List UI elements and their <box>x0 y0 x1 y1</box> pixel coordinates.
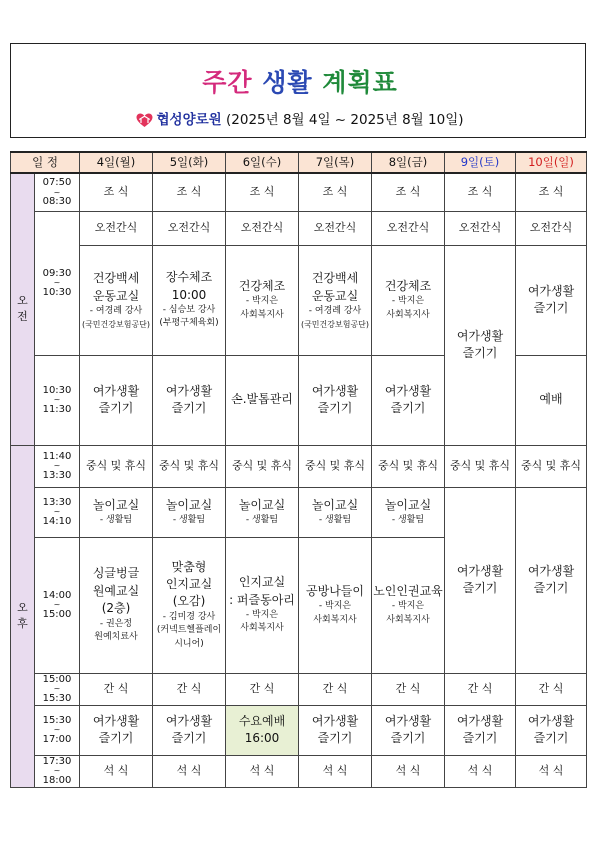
snack-pm-sat: 간 식 <box>445 673 516 705</box>
leisure-late-fri: 여가생활 즐기기 <box>372 355 445 445</box>
snack-pm-tue: 간 식 <box>153 673 226 705</box>
time-cell: 10:30 ~ 11:30 <box>35 355 80 445</box>
program-pm-wed: 인지교실 : 퍼즐동아리 - 박지은 사회복지사 <box>226 537 299 673</box>
dinner-fri: 석 식 <box>372 755 445 787</box>
program-pm-fri: 노인인권교육 - 박지은 사회복지사 <box>372 537 445 673</box>
leisure-late-mon: 여가생활 즐기기 <box>80 355 153 445</box>
program-am-mon: 건강백세 운동교실 - 여경례 강사 (국민건강보험공단) <box>80 245 153 355</box>
schedule-table <box>10 151 587 788</box>
row-dinner <box>11 755 587 787</box>
org-name: 협성양로원 <box>156 112 222 128</box>
row-morning-snack <box>11 211 587 245</box>
program-pm-tue: 맞춤형 인지교실 (오감) - 김미경 강사 (커넥트헬플레이 시니어) <box>153 537 226 673</box>
row-afternoon-leisure <box>11 705 587 755</box>
lunch-sat: 중식 및 휴식 <box>445 445 516 487</box>
day-header-tue: 5일(화) <box>153 152 226 173</box>
worship-wed: 수요예배 16:00 <box>226 705 299 755</box>
lunch-mon: 중식 및 휴식 <box>80 445 153 487</box>
lunch-fri: 중식 및 휴식 <box>372 445 445 487</box>
leisure-eve-thu: 여가생활 즐기기 <box>299 705 372 755</box>
breakfast-thu: 조 식 <box>299 173 372 211</box>
worship-sun: 예배 <box>516 355 587 445</box>
day-header-sat: 9일(토) <box>445 152 516 173</box>
snack-pm-thu: 간 식 <box>299 673 372 705</box>
breakfast-sat: 조 식 <box>445 173 516 211</box>
lunch-tue: 중식 및 휴식 <box>153 445 226 487</box>
day-header-wed: 6일(수) <box>226 152 299 173</box>
snack-pm-mon: 간 식 <box>80 673 153 705</box>
program-pm-thu: 공방나들이 - 박지은 사회복지사 <box>299 537 372 673</box>
leisure-late-tue: 여가생활 즐기기 <box>153 355 226 445</box>
breakfast-sun: 조 식 <box>516 173 587 211</box>
time-cell: 17:30 ~ 18:00 <box>35 755 80 787</box>
program-am-tue: 장수체조 10:00 - 심승보 강사 (부평구체육회) <box>153 245 226 355</box>
snack-am-fri: 오전간식 <box>372 211 445 245</box>
date-range: (2025년 8월 4일 ~ 2025년 8월 10일) <box>226 112 464 128</box>
leisure-eve-sat: 여가생활 즐기기 <box>445 705 516 755</box>
snack-pm-sun: 간 식 <box>516 673 587 705</box>
time-cell: 09:30 ~ 10:30 <box>35 211 80 355</box>
row-breakfast <box>11 173 587 211</box>
snack-am-sun: 오전간식 <box>516 211 587 245</box>
snack-am-tue: 오전간식 <box>153 211 226 245</box>
program-am-wed: 건강체조 - 박지은 사회복지사 <box>226 245 299 355</box>
time-cell: 14:00 ~ 15:00 <box>35 537 80 673</box>
time-cell: 11:40 ~ 13:30 <box>35 445 80 487</box>
breakfast-wed: 조 식 <box>226 173 299 211</box>
lunch-sun: 중식 및 휴식 <box>516 445 587 487</box>
leisure-eve-fri: 여가생활 즐기기 <box>372 705 445 755</box>
leisure-eve-tue: 여가생활 즐기기 <box>153 705 226 755</box>
program-pm-mon: 싱글벙글 원예교실 (2층) - 권은정 원예치료사 <box>80 537 153 673</box>
time-cell: 15:00 ~ 15:30 <box>35 673 80 705</box>
care-late-wed: 손.발톱관리 <box>226 355 299 445</box>
row-afternoon-snack <box>11 673 587 705</box>
day-header-thu: 7일(목) <box>299 152 372 173</box>
subtitle <box>0 108 600 128</box>
row-lunch <box>11 445 587 487</box>
title-word-1: 주간 <box>202 68 253 97</box>
title-word-3: 계획표 <box>322 68 398 97</box>
snack-pm-wed: 간 식 <box>226 673 299 705</box>
time-cell: 13:30 ~ 14:10 <box>35 487 80 537</box>
breakfast-fri: 조 식 <box>372 173 445 211</box>
breakfast-mon: 조 식 <box>80 173 153 211</box>
snack-am-wed: 오전간식 <box>226 211 299 245</box>
play-wed: 놀이교실 - 생활팀 <box>226 487 299 537</box>
period-pm: 오 후 <box>11 445 35 787</box>
dinner-thu: 석 식 <box>299 755 372 787</box>
time-cell: 15:30 ~ 17:00 <box>35 705 80 755</box>
dinner-wed: 석 식 <box>226 755 299 787</box>
program-am-thu: 건강백세 운동교실 - 여경례 강사 (국민건강보험공단) <box>299 245 372 355</box>
dinner-sun: 석 식 <box>516 755 587 787</box>
play-mon: 놀이교실 - 생활팀 <box>80 487 153 537</box>
program-am-fri: 건강체조 - 박지은 사회복지사 <box>372 245 445 355</box>
page-title <box>0 63 600 99</box>
leisure-eve-mon: 여가생활 즐기기 <box>80 705 153 755</box>
leisure-pm-sun: 여가생활 즐기기 <box>516 487 587 673</box>
header-row <box>11 152 587 173</box>
period-am: 오 전 <box>11 173 35 445</box>
row-play-class <box>11 487 587 537</box>
heart-logo-icon <box>136 113 153 128</box>
play-fri: 놀이교실 - 생활팀 <box>372 487 445 537</box>
snack-am-sat: 오전간식 <box>445 211 516 245</box>
dinner-tue: 석 식 <box>153 755 226 787</box>
snack-am-thu: 오전간식 <box>299 211 372 245</box>
leisure-pm-sat: 여가생활 즐기기 <box>445 487 516 673</box>
lunch-wed: 중식 및 휴식 <box>226 445 299 487</box>
row-morning-program <box>11 245 587 355</box>
dinner-sat: 석 식 <box>445 755 516 787</box>
day-header-mon: 4일(월) <box>80 152 153 173</box>
breakfast-tue: 조 식 <box>153 173 226 211</box>
snack-am-mon: 오전간식 <box>80 211 153 245</box>
play-thu: 놀이교실 - 생활팀 <box>299 487 372 537</box>
day-header-fri: 8일(금) <box>372 152 445 173</box>
leisure-eve-sun: 여가생활 즐기기 <box>516 705 587 755</box>
leisure-late-thu: 여가생활 즐기기 <box>299 355 372 445</box>
schedule-header: 일 정 <box>11 152 80 173</box>
dinner-mon: 석 식 <box>80 755 153 787</box>
leisure-am-sun: 여가생활 즐기기 <box>516 245 587 355</box>
day-header-sun: 10일(일) <box>516 152 587 173</box>
lunch-thu: 중식 및 휴식 <box>299 445 372 487</box>
play-tue: 놀이교실 - 생활팀 <box>153 487 226 537</box>
leisure-am-sat: 여가생활 즐기기 <box>445 245 516 445</box>
snack-pm-fri: 간 식 <box>372 673 445 705</box>
title-word-2: 생활 <box>262 68 313 97</box>
time-cell: 07:50 ~ 08:30 <box>35 173 80 211</box>
